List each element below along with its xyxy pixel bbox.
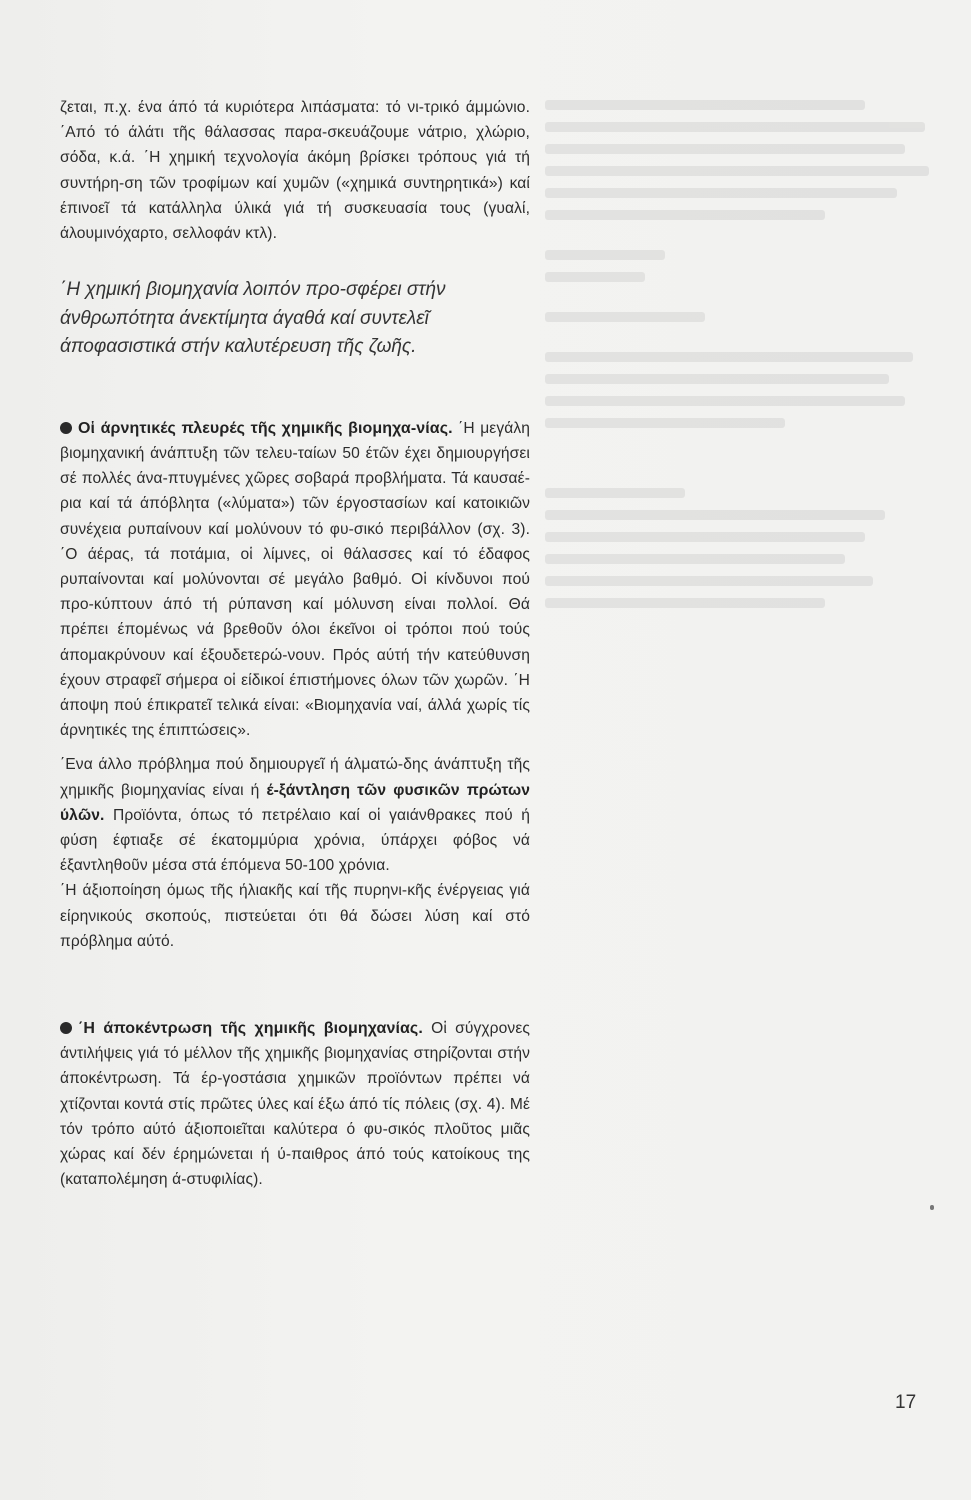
energy-paragraph: ΄Η άξιοποίηση όμως τῆς ήλιακῆς καί τῆς πυρηνι-κῆς ένέργειας γιά είρηνικούς σκοπούς, πιστεύεται ότι θά δώσει λύση καί στό πρόβλημα αύτό. — [60, 882, 530, 950]
section-decentralization — [60, 1016, 530, 1192]
page-number: 17 — [895, 1392, 917, 1413]
text-column — [60, 95, 530, 1192]
highlight-quote: ΄Η χημική βιομηχανία λοιπόν προ-σφέρει στήν άνθρωπότητα άνεκτίμητα άγαθά καί συντελεῖ άποφασιστικά στήν καλυτέρευση τῆς ζωῆς. — [60, 279, 446, 358]
negative-aspects-body: ΄Η μεγάλη βιομηχανική άνάπτυξη τῶν τελευ-ταίων 50 έτῶν έχει δημιουργήσει σέ πολλές άνα-πτυγμένες χῶρες σοβαρά προβλήματα. Τά καυσαέ-ρια καί τά άπόβλητα («λύματα») τῶν έργοστασίων καί κατοικιῶν συνέχεια ρυπαίνουν καί μολύνουν τό φυ-σικό περιβάλλον (σχ. 3). ΄Ο άέρας, τά ποτάμια, οἱ λίμνες, οἱ θάλασσες καί τό έδαφος ρυπαίνονται καί μολύνονται σέ μεγάλο βαθμό. Οἱ κίνδυνοι πού προ-κύπτουν άπό τή ρύπανση καί μόλυνση είναι πολλοί. Θά πρέπει έπομένως νά βρεθοῦν όλοι έκεῖνοι οἱ τρόποι πού τούς άπομακρύνουν καί έξουδετερώ-νουν. Πρός αύτή τήν κατεύθυνση έχουν στραφεῖ σήμερα οἱ είδικοί έπιστήμονες όλων τῶν χωρῶν. ΄Η άποψη πού έπικρατεῖ τελικά είναι: «Βιομηχανία ναί, άλλά χωρίς τίς άρνητικές της έπιπτώσεις». — [60, 419, 531, 740]
decentralization-paragraph — [60, 1016, 530, 1192]
exhaustion-bold-phrase: έ-ξάντληση τῶν φυσικῶν πρώτων ύλῶν. — [60, 781, 531, 824]
exhaustion-paragraph — [60, 752, 530, 878]
section-heading-negative: Οἱ άρνητικές πλευρές τῆς χημικῆς βιομηχα-νίας. — [78, 419, 453, 437]
paper-speck — [930, 1205, 934, 1210]
show-through-texture — [545, 100, 945, 1300]
exhaustion-text-end: Προϊόντα, όπως τό πετρέλαιο καί οἱ γαιάνθρακες πού ή φύση έφτιαξε σέ έκατομμύρια χρόνια, ύπάρχει φόβος νά έξαντληθοῦν μέσα στά έπόμενα 50-100 χρόνια. — [60, 806, 530, 875]
intro-paragraph: ζεται, π.χ. ένα άπό τά κυριότερα λιπάσματα: τό νι-τρικό άμμώνιο. ΄Από τό άλάτι τῆς θάλασσας παρα-σκευάζουμε νάτριο, χλώριο, σόδα, κ.ά. ΄Η χημική τεχνολογία άκόμη βρίσκει τρόπους γιά τή συντήρη-ση τῶν τροφίμων καί χυμῶν («χημικά συντηρητικά») καί έπινοεῖ τά κατάλληλα ύλικά γιά τή συσκευασία τους (γυαλί, άλουμινόχαρτο, σελλοφάν κτλ). — [60, 99, 530, 243]
bullet-icon — [60, 1022, 72, 1034]
negative-aspects-paragraph — [60, 416, 530, 744]
section-negative-aspects — [60, 416, 530, 954]
bullet-icon — [60, 422, 72, 434]
decentralization-body: Οἱ σύγχρονες άντιλήψεις γιά τό μέλλον τῆς χημικῆς βιομηχανίας στηρίζονται στήν άποκέντρωση. Τά έρ-γοστάσια χημικῶν προϊόντων πρέπει νά χτίζονται κοντά στίς πρῶτες ύλες καί έξω άπό τίς πόλεις (σχ. 4). Μέ τόν τρόπο αύτό άξιοποιεῖται καλύτερα ό φυ-σικός πλοῦτος μιᾶς χώρας καί δέν έρημώνεται ή ύ-παιθρος άπό τούς κατοίκους της (καταπολέμηση ά-στυφιλίας). — [60, 1019, 530, 1189]
exhaustion-text-start: ΄Ενα άλλο πρόβλημα πού δημιουργεῖ ή άλματώ-δης άνάπτυξη τῆς χημικῆς βιομηχανίας είναι ή — [60, 756, 530, 799]
section-heading-decentralization: ΄Η άποκέντρωση τῆς χημικῆς βιομηχανίας. — [78, 1019, 423, 1037]
